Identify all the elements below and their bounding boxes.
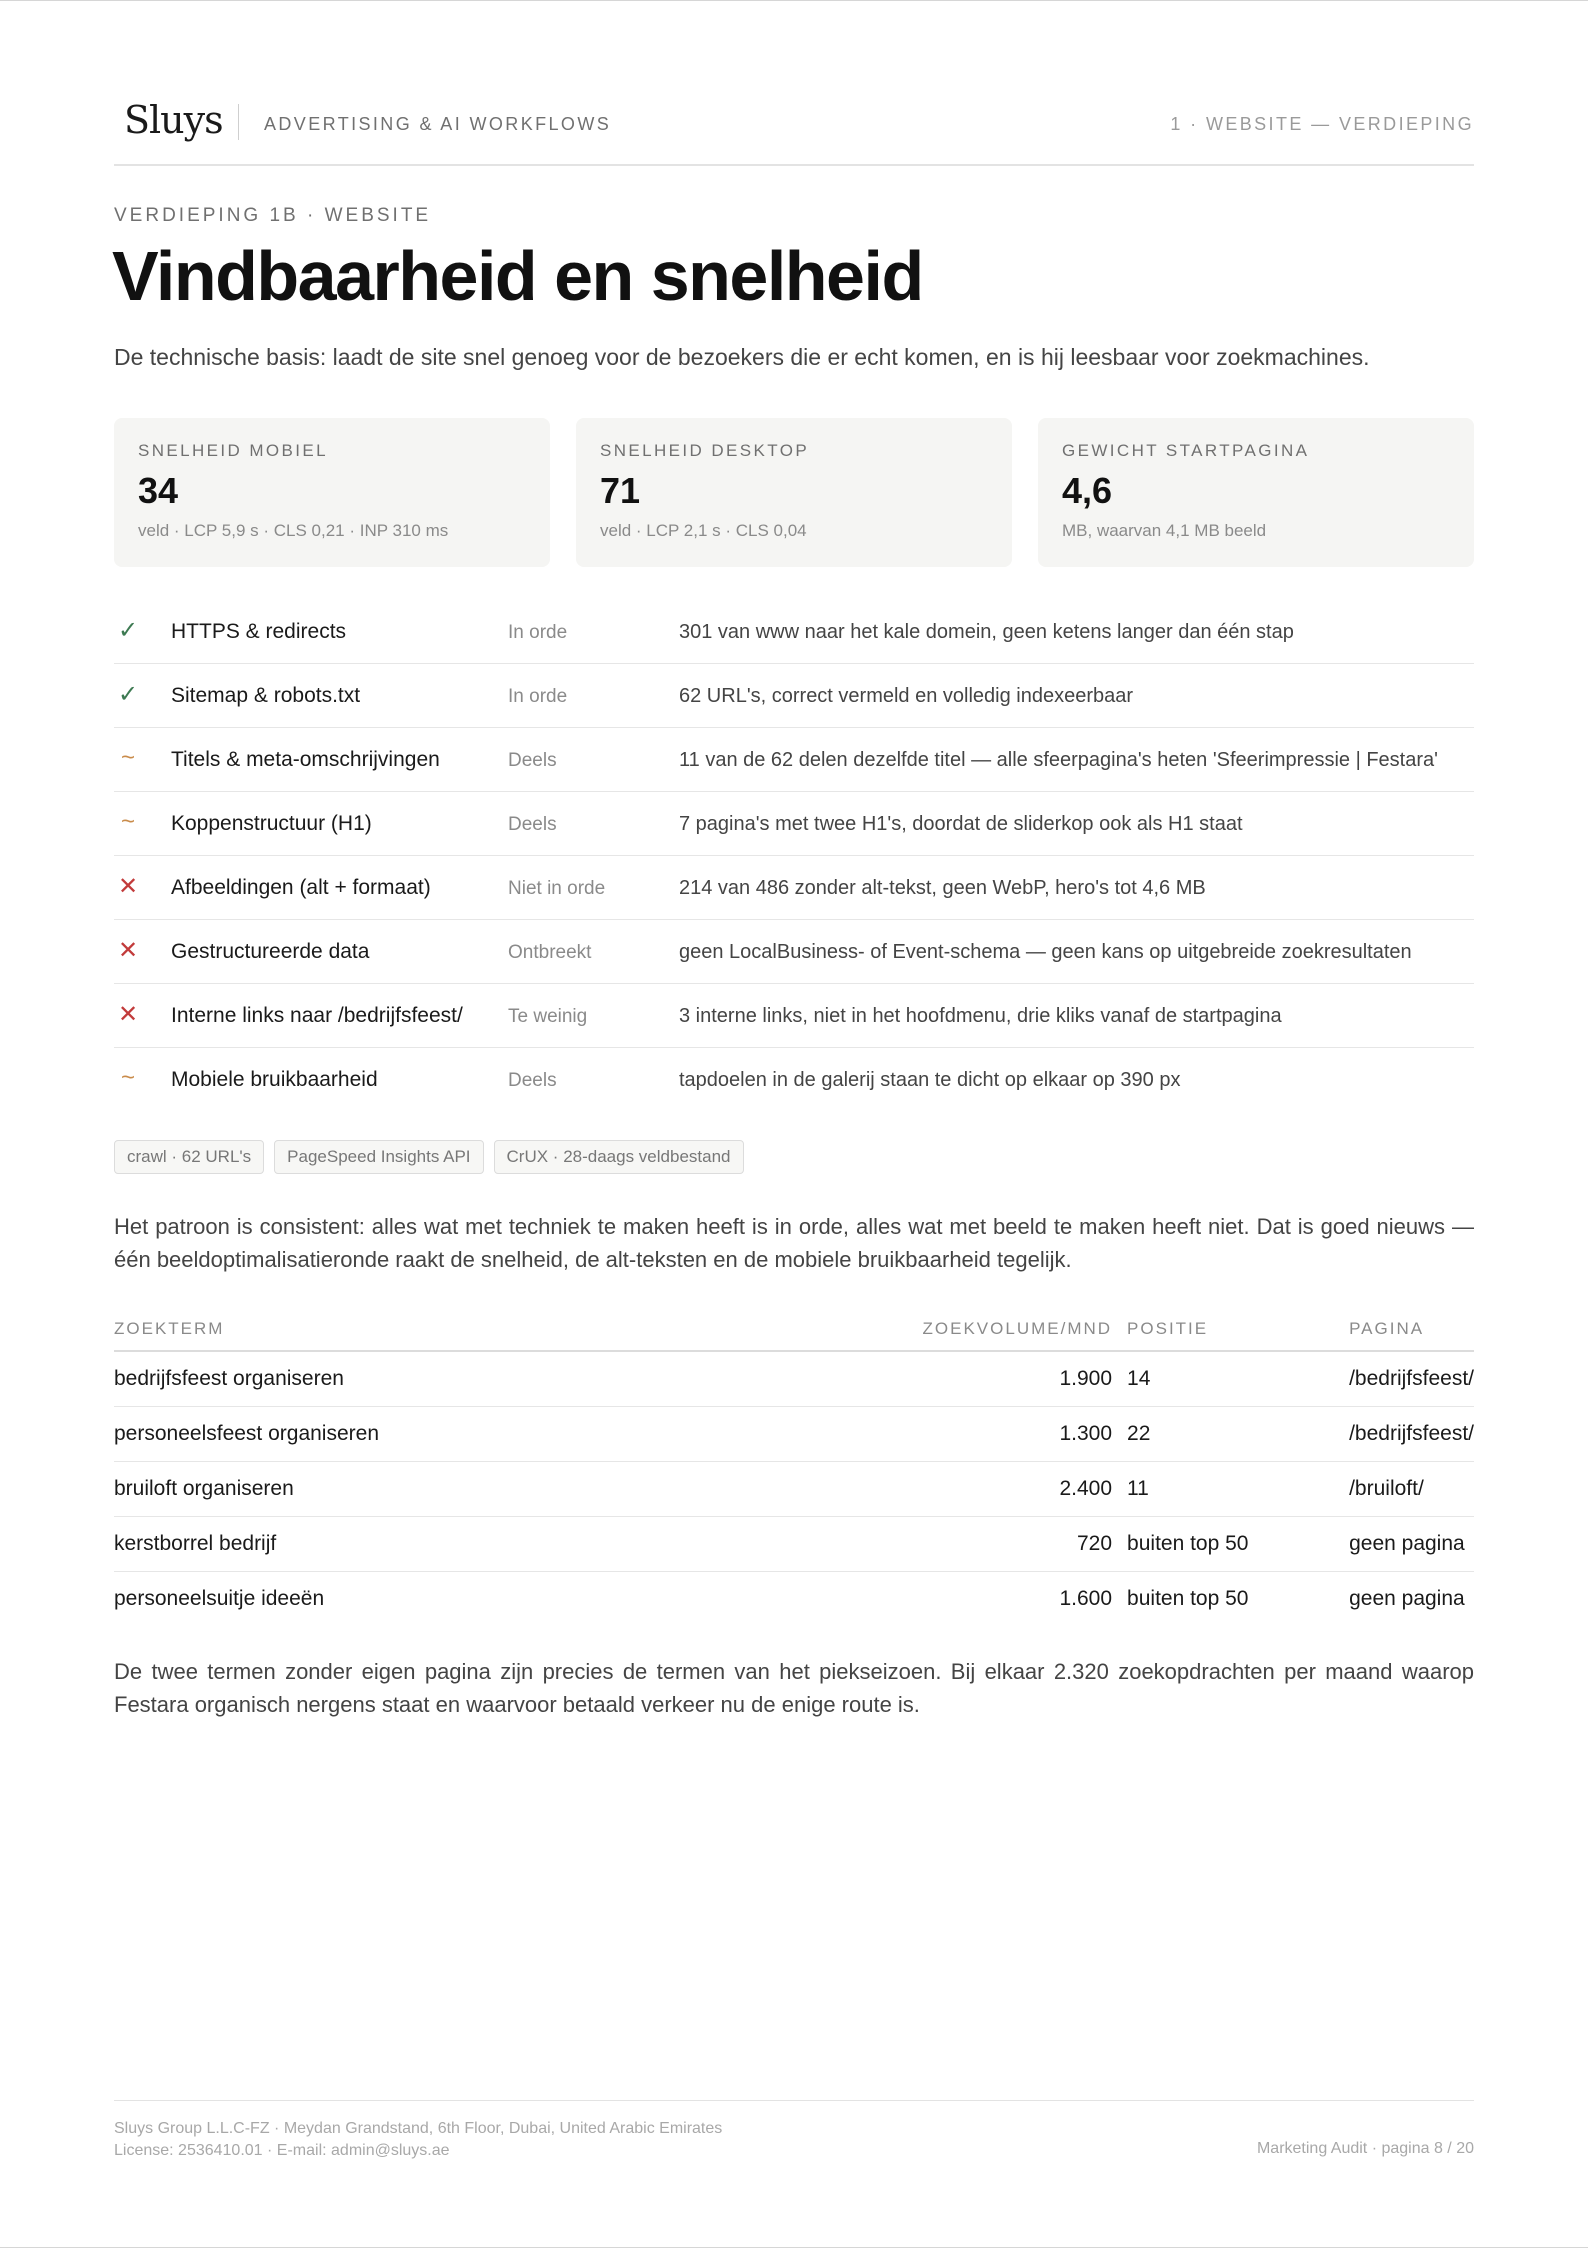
keyword-table-header [114, 1308, 1474, 1351]
header-tagline: ADVERTISING & AI WORKFLOWS [264, 114, 612, 134]
check-name: Afbeeldingen (alt + formaat) [171, 876, 431, 899]
sluys-logo: Sluys [124, 98, 223, 142]
check-status: In orde [508, 686, 568, 707]
footer-page-number: Marketing Audit · pagina 8 / 20 [1256, 2140, 1474, 2157]
cross-icon: ✕ [117, 873, 139, 900]
cell-search-term: bedrijfsfeest organiseren [114, 1351, 883, 1407]
cell-search-term: kerstborrel bedrijf [114, 1517, 883, 1572]
check-status: Deels [508, 1070, 557, 1091]
table-row [114, 1407, 1474, 1462]
check-row [114, 664, 1474, 728]
analysis-paragraph: Het patroon is consistent: alles wat met techniek te maken heeft is in orde, alles wat met beeld te maken heeft niet. Dat is goed nieuws — één beeldoptimalisatieronde raakt de snelheid, de alt-teksten en de mobiele bruikbaarheid tegelijk. [114, 1214, 1474, 1272]
page-border-top [0, 0, 1588, 1]
tilde-icon: ~ [120, 744, 135, 771]
footer-divider [114, 2100, 1474, 2101]
check-icon: ✓ [117, 617, 139, 644]
check-detail: 11 van de 62 delen dezelfde titel — alle sfeerpagina's heten 'Sfeerimpressie | Festara' [679, 749, 1438, 771]
kpi-label: GEWICHT STARTPAGINA [1062, 441, 1310, 460]
cross-icon: ✕ [117, 1001, 139, 1028]
section-eyebrow: VERDIEPING 1B · WEBSITE [114, 205, 432, 226]
tilde-icon: ~ [120, 808, 135, 835]
check-name: Sitemap & robots.txt [171, 684, 361, 707]
check-row [114, 792, 1474, 856]
footer-license: License: 2536410.01 · E-mail: admin@sluys.ae [114, 2142, 450, 2159]
cell-search-volume: 2.400 [883, 1462, 1127, 1517]
kpi-cards [114, 418, 1474, 567]
check-status: In orde [508, 622, 568, 643]
kpi-note: MB, waarvan 4,1 MB beeld [1062, 521, 1267, 540]
keyword-table [114, 1308, 1474, 1626]
kpi-label: SNELHEID MOBIEL [138, 441, 328, 460]
check-status: Te weinig [508, 1006, 588, 1027]
check-detail: 301 van www naar het kale domein, geen ketens langer dan één stap [679, 621, 1294, 643]
check-row [114, 856, 1474, 920]
kpi-note: veld · LCP 5,9 s · CLS 0,21 · INP 310 ms [138, 521, 449, 540]
kpi-value: 4,6 [1062, 470, 1113, 511]
check-name: Mobiele bruikbaarheid [171, 1068, 378, 1091]
check-status: Ontbreekt [508, 942, 592, 963]
header-search-volume: ZOEKVOLUME/MND [883, 1308, 1127, 1351]
kpi-card-page-weight [1038, 418, 1474, 567]
check-name: Koppenstructuur (H1) [171, 812, 372, 835]
source-tag-crux: CrUX · 28-daags veldbestand [494, 1140, 744, 1174]
cell-page: /bedrijfsfeest/ [1349, 1407, 1474, 1462]
check-status: Deels [508, 814, 557, 835]
section-reference: 1 · WEBSITE — VERDIEPING [1170, 114, 1474, 134]
cell-search-volume: 1.900 [883, 1351, 1127, 1407]
cell-search-term: bruiloft organiseren [114, 1462, 883, 1517]
check-detail: 7 pagina's met twee H1's, doordat de sliderkop ook als H1 staat [679, 813, 1243, 835]
cross-icon: ✕ [117, 937, 139, 964]
source-tags [114, 1140, 754, 1174]
page-title: Vindbaarheid en snelheid [112, 237, 923, 315]
check-status: Niet in orde [508, 878, 606, 899]
check-status: Deels [508, 750, 557, 771]
kpi-value: 34 [138, 470, 179, 511]
cell-position: 14 [1127, 1351, 1349, 1407]
cell-position: buiten top 50 [1127, 1517, 1349, 1572]
cell-search-volume: 1.300 [883, 1407, 1127, 1462]
tilde-icon: ~ [120, 1064, 135, 1091]
cell-position: 11 [1127, 1462, 1349, 1517]
check-name: HTTPS & redirects [171, 620, 347, 643]
check-row [114, 600, 1474, 664]
kpi-label: SNELHEID DESKTOP [600, 441, 810, 460]
header-position: POSITIE [1127, 1308, 1349, 1351]
cell-page: /bruiloft/ [1349, 1462, 1474, 1517]
kpi-value: 71 [600, 470, 641, 511]
cell-page: /bedrijfsfeest/ [1349, 1351, 1474, 1407]
footer-company-info [114, 2118, 722, 2162]
check-detail: 62 URL's, correct vermeld en volledig indexeerbaar [679, 685, 1134, 707]
check-detail: 214 van 486 zonder alt-tekst, geen WebP, hero's tot 4,6 MB [679, 877, 1206, 899]
table-row [114, 1351, 1474, 1407]
table-row [114, 1572, 1474, 1627]
check-name: Gestructureerde data [171, 940, 370, 963]
cell-position: 22 [1127, 1407, 1349, 1462]
table-row [114, 1462, 1474, 1517]
check-row [114, 728, 1474, 792]
header-divider [114, 164, 1474, 166]
check-detail: tapdoelen in de galerij staan te dicht op elkaar op 390 px [679, 1069, 1181, 1091]
check-row [114, 1048, 1474, 1111]
check-row [114, 920, 1474, 984]
intro-text: De technische basis: laadt de site snel genoeg voor de bezoekers die er echt komen, en is hij leesbaar voor zoekmachines. [114, 344, 1370, 370]
footer-address: Sluys Group L.L.C-FZ · Meydan Grandstand, 6th Floor, Dubai, United Arabic Emirates [114, 2120, 723, 2137]
check-name: Interne links naar /bedrijfsfeest/ [171, 1004, 463, 1027]
cell-search-term: personeelsfeest organiseren [114, 1407, 883, 1462]
check-detail: 3 interne links, niet in het hoofdmenu, drie kliks vanaf de startpagina [679, 1005, 1282, 1027]
cell-page: geen pagina [1349, 1517, 1474, 1572]
technical-checklist [114, 600, 1474, 1111]
check-row [114, 984, 1474, 1048]
source-tag-crawl: crawl · 62 URL's [114, 1140, 264, 1174]
header-search-term: ZOEKTERM [114, 1308, 883, 1351]
check-name: Titels & meta-omschrijvingen [171, 748, 440, 771]
check-detail: geen LocalBusiness- of Event-schema — geen kans op uitgebreide zoekresultaten [679, 941, 1412, 963]
cell-search-term: personeelsuitje ideeën [114, 1587, 325, 1610]
conclusion-paragraph: De twee termen zonder eigen pagina zijn precies de termen van het piekseizoen. Bij elkaar 2.320 zoekopdrachten per maand waarop Festara organisch nergens staat en waarvoor betaald verkeer nu de enige route is. [114, 1659, 1474, 1717]
kpi-note: veld · LCP 2,1 s · CLS 0,04 [600, 521, 807, 540]
table-row [114, 1517, 1474, 1572]
logo-divider [238, 104, 239, 140]
header-page: PAGINA [1349, 1308, 1474, 1351]
page-header [114, 92, 1474, 164]
kpi-card-mobile-speed [114, 418, 550, 567]
source-tag-pagespeed: PageSpeed Insights API [274, 1140, 483, 1174]
cell-position: buiten top 50 [1127, 1587, 1249, 1610]
cell-search-volume: 720 [883, 1517, 1127, 1572]
cell-page: geen pagina [1349, 1587, 1465, 1610]
check-icon: ✓ [117, 681, 139, 708]
cell-search-volume: 1.600 [1059, 1587, 1113, 1610]
kpi-card-desktop-speed [576, 418, 1012, 567]
